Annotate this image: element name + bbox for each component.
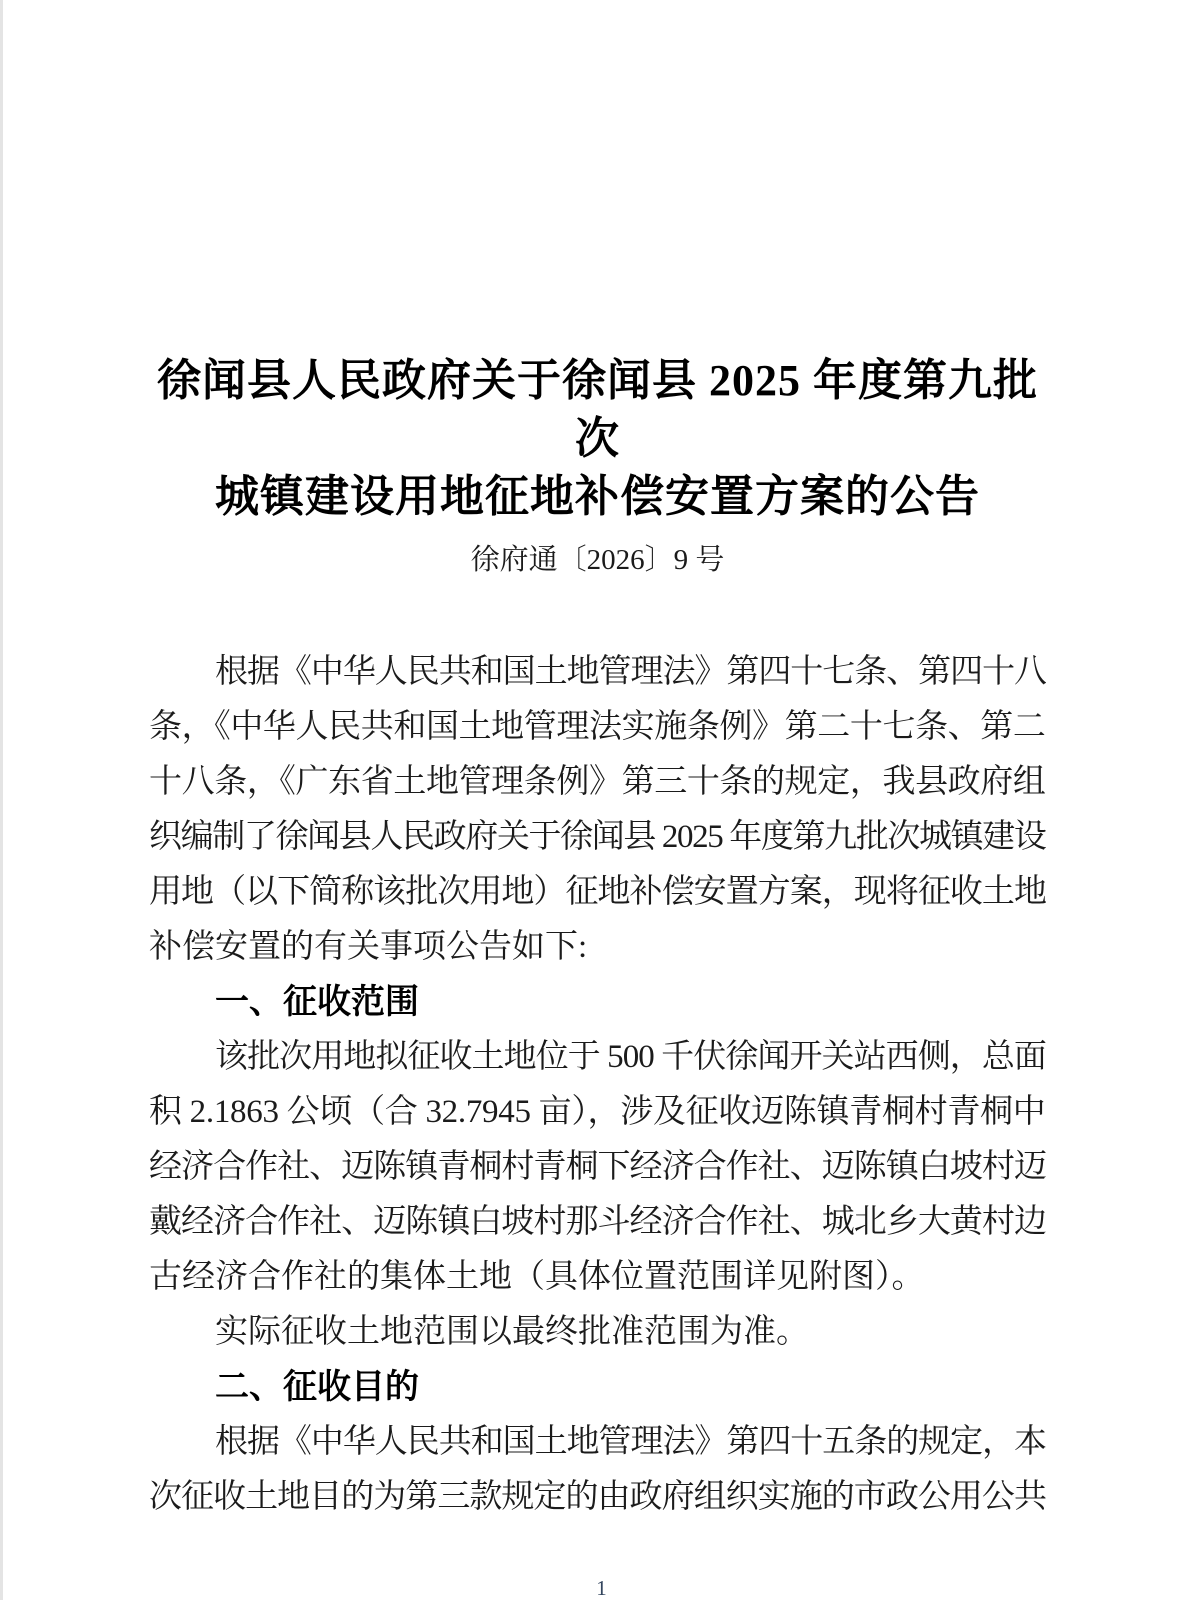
doc-number: 徐府通〔2026〕9 号 [470,544,725,576]
body-line: 条，《中华人民共和国土地管理法实施条例》第二十七条、第二 [149,709,1046,745]
body-line: 十八条，《广东省土地管理条例》第三十条的规定，我县政府组 [149,764,1046,800]
page-number: 1 [596,1576,607,1600]
body-line: 积 2.1863 公顷（合 32.7945 亩），涉及征收迈陈镇青桐村青桐中 [149,1094,1046,1130]
document-title [149,352,1046,526]
document-content [149,352,1046,1525]
section-heading: 二、征收目的 [215,1368,419,1406]
body-line: 经济合作社、迈陈镇青桐村青桐下经济合作社、迈陈镇白坡村迈 [149,1149,1046,1185]
body-line: 实际征收土地范围以最终批准范围为准。 [215,1314,809,1350]
body-line: 补偿安置的有关事项公告如下: [149,929,588,965]
body-line: 古经济合作社的集体土地（具体位置范围详见附图）。 [149,1259,925,1295]
body-line: 用地（以下简称该批次用地）征地补偿安置方案，现将征收土地 [149,874,1046,910]
body-line: 根据《中华人民共和国土地管理法》第四十七条、第四十八 [215,654,1046,690]
body-line: 该批次用地拟征收土地位于 500 千伏徐闻开关站西侧，总面 [215,1039,1046,1075]
body-line: 次征收土地目的为第三款规定的由政府组织实施的市政公用公共 [149,1479,1046,1515]
section-heading: 一、征收范围 [215,983,419,1021]
body-line: 戴经济合作社、迈陈镇白坡村那斗经济合作社、城北乡大黄村边 [149,1204,1046,1240]
body-line: 织编制了徐闻县人民政府关于徐闻县 2025 年度第九批次城镇建设 [149,819,1046,855]
document-body [149,645,1046,1525]
title-line-1: 徐闻县人民政府关于徐闻县 2025 年度第九批次 [157,356,1038,463]
title-line-2: 城镇建设用地征地补偿安置方案的公告 [215,472,980,521]
body-line: 根据《中华人民共和国土地管理法》第四十五条的规定，本 [215,1424,1046,1460]
